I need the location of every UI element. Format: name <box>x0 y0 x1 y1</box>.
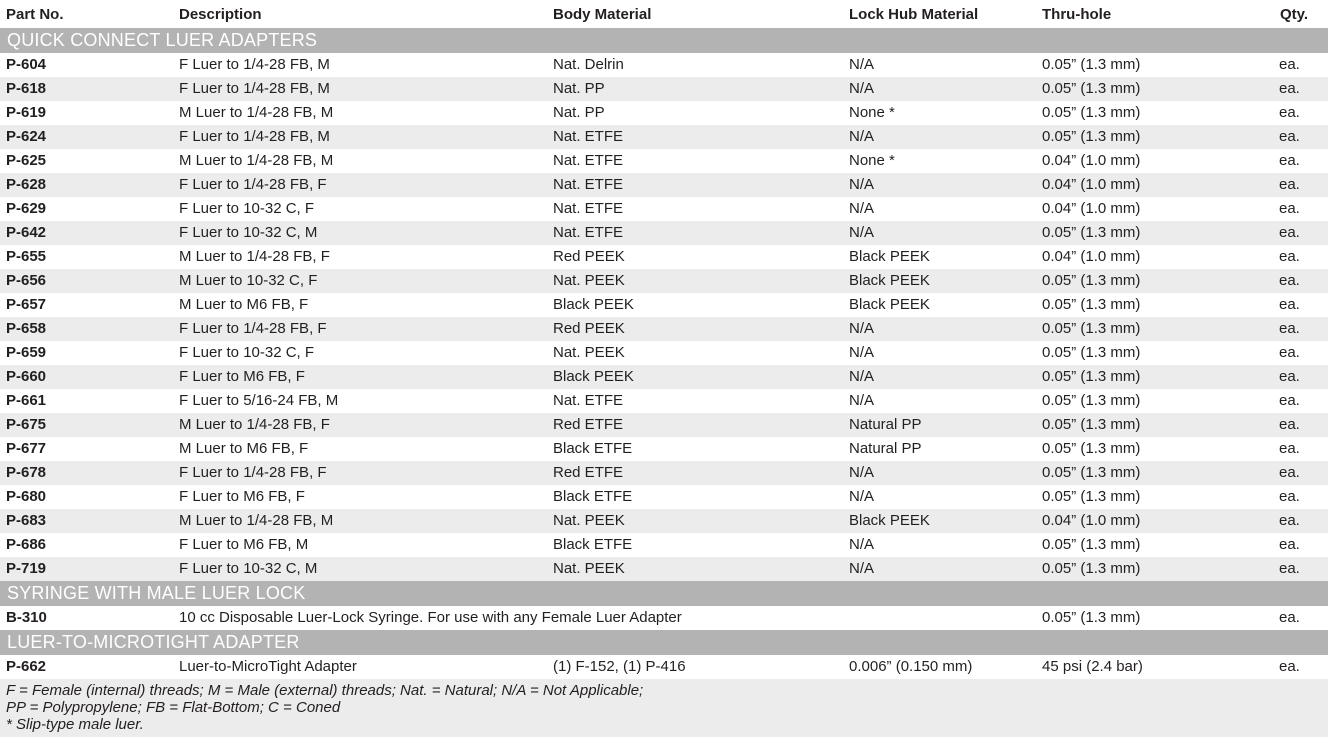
thru-hole-cell: 0.05” (1.3 mm) <box>1042 272 1141 289</box>
description-cell: M Luer to 1/4-28 FB, F <box>179 248 330 265</box>
table-row <box>0 149 1328 173</box>
thru-hole-cell: 0.05” (1.3 mm) <box>1042 56 1141 73</box>
qty-cell: ea. <box>1279 296 1300 313</box>
part-number-cell: P-604 <box>6 56 47 73</box>
thru-hole-cell: 0.04” (1.0 mm) <box>1042 512 1141 529</box>
table-row <box>0 197 1328 221</box>
description-cell: 10 cc Disposable Luer-Lock Syringe. For use with any Female Luer Adapter <box>179 609 682 626</box>
qty-cell: ea. <box>1279 224 1300 241</box>
description-cell: M Luer to 1/4-28 FB, M <box>179 512 334 529</box>
header-qty: Qty. <box>1280 6 1309 23</box>
body-material-cell: Red PEEK <box>553 248 625 265</box>
body-material-cell: Nat. ETFE <box>553 200 624 217</box>
body-material-cell: Nat. ETFE <box>553 392 624 409</box>
part-number-cell: P-656 <box>6 272 47 289</box>
lock-hub-material-cell: Black PEEK <box>849 248 930 265</box>
header-description: Description <box>179 6 262 23</box>
part-number-cell: P-618 <box>6 80 47 97</box>
description-cell: F Luer to M6 FB, F <box>179 488 305 505</box>
body-material-cell: Red ETFE <box>553 416 624 433</box>
body-material-cell: Nat. PP <box>553 80 605 97</box>
description-cell: F Luer to 10-32 C, M <box>179 224 318 241</box>
description-cell: F Luer to 1/4-28 FB, F <box>179 176 327 193</box>
footnotes <box>0 679 1328 737</box>
body-material-cell: Red PEEK <box>553 320 625 337</box>
header-thru-hole: Thru-hole <box>1042 6 1112 23</box>
table-row <box>0 365 1328 389</box>
lock-hub-material-cell: N/A <box>849 176 875 193</box>
part-number-cell: P-686 <box>6 536 47 553</box>
body-material-cell: Black PEEK <box>553 296 634 313</box>
qty-cell: ea. <box>1279 320 1300 337</box>
section-header: QUICK CONNECT LUER ADAPTERS <box>0 28 1328 53</box>
description-cell: M Luer to 10-32 C, F <box>179 272 318 289</box>
lock-hub-material-cell: N/A <box>849 344 875 361</box>
footnote-line: F = Female (internal) threads; M = Male (external) threads; Nat. = Natural; N/A = Not Applicable; <box>6 682 644 699</box>
part-number-cell: P-660 <box>6 368 47 385</box>
qty-cell: ea. <box>1279 152 1300 169</box>
part-number-cell: P-624 <box>6 128 47 145</box>
body-material-cell: Nat. ETFE <box>553 152 624 169</box>
part-number-cell: P-661 <box>6 392 47 409</box>
body-material-cell: Nat. PEEK <box>553 560 625 577</box>
body-material-cell: Nat. PEEK <box>553 512 625 529</box>
header-lock-hub-material: Lock Hub Material <box>849 6 979 23</box>
table-row <box>0 293 1328 317</box>
qty-cell: ea. <box>1279 128 1300 145</box>
header-body-material: Body Material <box>553 6 652 23</box>
part-number-cell: B-310 <box>6 609 47 626</box>
table-row <box>0 269 1328 293</box>
qty-cell: ea. <box>1279 368 1300 385</box>
part-number-cell: P-678 <box>6 464 47 481</box>
part-number-cell: P-677 <box>6 440 47 457</box>
thru-hole-cell: 0.05” (1.3 mm) <box>1042 416 1141 433</box>
lock-hub-material-cell: 0.006” (0.150 mm) <box>849 658 973 675</box>
description-cell: F Luer to M6 FB, M <box>179 536 309 553</box>
qty-cell: ea. <box>1279 104 1300 121</box>
body-material-cell: (1) F-152, (1) P-416 <box>553 658 686 675</box>
thru-hole-cell: 0.05” (1.3 mm) <box>1042 488 1141 505</box>
part-number-cell: P-683 <box>6 512 47 529</box>
qty-cell: ea. <box>1279 176 1300 193</box>
lock-hub-material-cell: N/A <box>849 368 875 385</box>
description-cell: F Luer to 10-32 C, F <box>179 344 315 361</box>
table-row <box>0 413 1328 437</box>
part-number-cell: P-628 <box>6 176 47 193</box>
thru-hole-cell: 0.05” (1.3 mm) <box>1042 392 1141 409</box>
thru-hole-cell: 0.05” (1.3 mm) <box>1042 536 1141 553</box>
qty-cell: ea. <box>1279 56 1300 73</box>
part-number-cell: P-629 <box>6 200 47 217</box>
table-row <box>0 557 1328 581</box>
table-row <box>0 485 1328 509</box>
section-header: LUER-TO-MICROTIGHT ADAPTER <box>0 630 1328 655</box>
body-material-cell: Black ETFE <box>553 440 633 457</box>
lock-hub-material-cell: N/A <box>849 200 875 217</box>
thru-hole-cell: 0.05” (1.3 mm) <box>1042 368 1141 385</box>
description-cell: F Luer to 1/4-28 FB, M <box>179 80 330 97</box>
table-row <box>0 53 1328 77</box>
lock-hub-material-cell: N/A <box>849 488 875 505</box>
qty-cell: ea. <box>1279 392 1300 409</box>
lock-hub-material-cell: Black PEEK <box>849 512 930 529</box>
footnote-line: PP = Polypropylene; FB = Flat-Bottom; C = Coned <box>6 699 341 716</box>
thru-hole-cell: 0.05” (1.3 mm) <box>1042 104 1141 121</box>
description-cell: F Luer to M6 FB, F <box>179 368 305 385</box>
qty-cell: ea. <box>1279 440 1300 457</box>
table-row <box>0 173 1328 197</box>
thru-hole-cell: 0.05” (1.3 mm) <box>1042 464 1141 481</box>
thru-hole-cell: 0.04” (1.0 mm) <box>1042 200 1141 217</box>
description-cell: F Luer to 5/16-24 FB, M <box>179 392 339 409</box>
qty-cell: ea. <box>1279 344 1300 361</box>
body-material-cell: Black ETFE <box>553 488 633 505</box>
thru-hole-cell: 0.04” (1.0 mm) <box>1042 248 1141 265</box>
header-part-no: Part No. <box>6 6 64 23</box>
qty-cell: ea. <box>1279 609 1300 626</box>
qty-cell: ea. <box>1279 200 1300 217</box>
body-material-cell: Nat. ETFE <box>553 176 624 193</box>
qty-cell: ea. <box>1279 416 1300 433</box>
lock-hub-material-cell: N/A <box>849 56 875 73</box>
thru-hole-cell: 0.04” (1.0 mm) <box>1042 176 1141 193</box>
part-number-cell: P-619 <box>6 104 47 121</box>
description-cell: F Luer to 1/4-28 FB, M <box>179 128 330 145</box>
part-number-cell: P-675 <box>6 416 47 433</box>
description-cell: M Luer to 1/4-28 FB, M <box>179 104 334 121</box>
description-cell: F Luer to 1/4-28 FB, F <box>179 320 327 337</box>
lock-hub-material-cell: Black PEEK <box>849 272 930 289</box>
part-number-cell: P-642 <box>6 224 47 241</box>
body-material-cell: Nat. ETFE <box>553 224 624 241</box>
lock-hub-material-cell: N/A <box>849 320 875 337</box>
qty-cell: ea. <box>1279 536 1300 553</box>
table-row <box>0 509 1328 533</box>
description-cell: M Luer to M6 FB, F <box>179 440 309 457</box>
table-row <box>0 125 1328 149</box>
body-material-cell: Nat. Delrin <box>553 56 624 73</box>
thru-hole-cell: 0.05” (1.3 mm) <box>1042 80 1141 97</box>
description-cell: F Luer to 10-32 C, M <box>179 560 318 577</box>
lock-hub-material-cell: N/A <box>849 128 875 145</box>
table-row <box>0 101 1328 125</box>
thru-hole-cell: 0.05” (1.3 mm) <box>1042 224 1141 241</box>
body-material-cell: Red ETFE <box>553 464 624 481</box>
part-number-cell: P-719 <box>6 560 47 577</box>
qty-cell: ea. <box>1279 658 1300 675</box>
qty-cell: ea. <box>1279 80 1300 97</box>
body-material-cell: Black PEEK <box>553 368 634 385</box>
table-row <box>0 77 1328 101</box>
qty-cell: ea. <box>1279 464 1300 481</box>
description-cell: F Luer to 10-32 C, F <box>179 200 315 217</box>
thru-hole-cell: 0.05” (1.3 mm) <box>1042 296 1141 313</box>
lock-hub-material-cell: N/A <box>849 224 875 241</box>
description-cell: M Luer to 1/4-28 FB, F <box>179 416 330 433</box>
qty-cell: ea. <box>1279 560 1300 577</box>
lock-hub-material-cell: None * <box>849 104 895 121</box>
part-number-cell: P-659 <box>6 344 47 361</box>
footnote-line: * Slip-type male luer. <box>6 716 144 733</box>
table-row <box>0 221 1328 245</box>
part-number-cell: P-655 <box>6 248 47 265</box>
thru-hole-cell: 0.05” (1.3 mm) <box>1042 609 1141 626</box>
lock-hub-material-cell: None * <box>849 152 895 169</box>
description-cell: F Luer to 1/4-28 FB, M <box>179 56 330 73</box>
table-row <box>0 437 1328 461</box>
lock-hub-material-cell: Natural PP <box>849 440 922 457</box>
part-number-cell: P-625 <box>6 152 47 169</box>
body-material-cell: Nat. PEEK <box>553 272 625 289</box>
section-header: SYRINGE WITH MALE LUER LOCK <box>0 581 1328 606</box>
lock-hub-material-cell: Natural PP <box>849 416 922 433</box>
description-cell: Luer-to-MicroTight Adapter <box>179 658 357 675</box>
table-row <box>0 461 1328 485</box>
part-number-cell: P-680 <box>6 488 47 505</box>
lock-hub-material-cell: N/A <box>849 392 875 409</box>
table-row <box>0 655 1328 679</box>
thru-hole-cell: 0.05” (1.3 mm) <box>1042 320 1141 337</box>
part-number-cell: P-657 <box>6 296 47 313</box>
body-material-cell: Black ETFE <box>553 536 633 553</box>
table-row <box>0 245 1328 269</box>
body-material-cell: Nat. PEEK <box>553 344 625 361</box>
description-cell: F Luer to 1/4-28 FB, F <box>179 464 327 481</box>
lock-hub-material-cell: N/A <box>849 536 875 553</box>
table-row <box>0 606 1328 630</box>
qty-cell: ea. <box>1279 248 1300 265</box>
lock-hub-material-cell: Black PEEK <box>849 296 930 313</box>
body-material-cell: Nat. ETFE <box>553 128 624 145</box>
table-row <box>0 533 1328 557</box>
description-cell: M Luer to 1/4-28 FB, M <box>179 152 334 169</box>
table-row <box>0 389 1328 413</box>
thru-hole-cell: 0.05” (1.3 mm) <box>1042 440 1141 457</box>
thru-hole-cell: 45 psi (2.4 bar) <box>1042 658 1143 675</box>
table-header <box>0 0 1328 28</box>
description-cell: M Luer to M6 FB, F <box>179 296 309 313</box>
thru-hole-cell: 0.05” (1.3 mm) <box>1042 344 1141 361</box>
lock-hub-material-cell: N/A <box>849 80 875 97</box>
thru-hole-cell: 0.05” (1.3 mm) <box>1042 560 1141 577</box>
part-number-cell: P-662 <box>6 658 47 675</box>
lock-hub-material-cell: N/A <box>849 464 875 481</box>
part-number-cell: P-658 <box>6 320 47 337</box>
lock-hub-material-cell: N/A <box>849 560 875 577</box>
thru-hole-cell: 0.04” (1.0 mm) <box>1042 152 1141 169</box>
qty-cell: ea. <box>1279 488 1300 505</box>
qty-cell: ea. <box>1279 512 1300 529</box>
thru-hole-cell: 0.05” (1.3 mm) <box>1042 128 1141 145</box>
table-row <box>0 317 1328 341</box>
table-row <box>0 341 1328 365</box>
qty-cell: ea. <box>1279 272 1300 289</box>
table-body <box>0 28 1328 679</box>
body-material-cell: Nat. PP <box>553 104 605 121</box>
